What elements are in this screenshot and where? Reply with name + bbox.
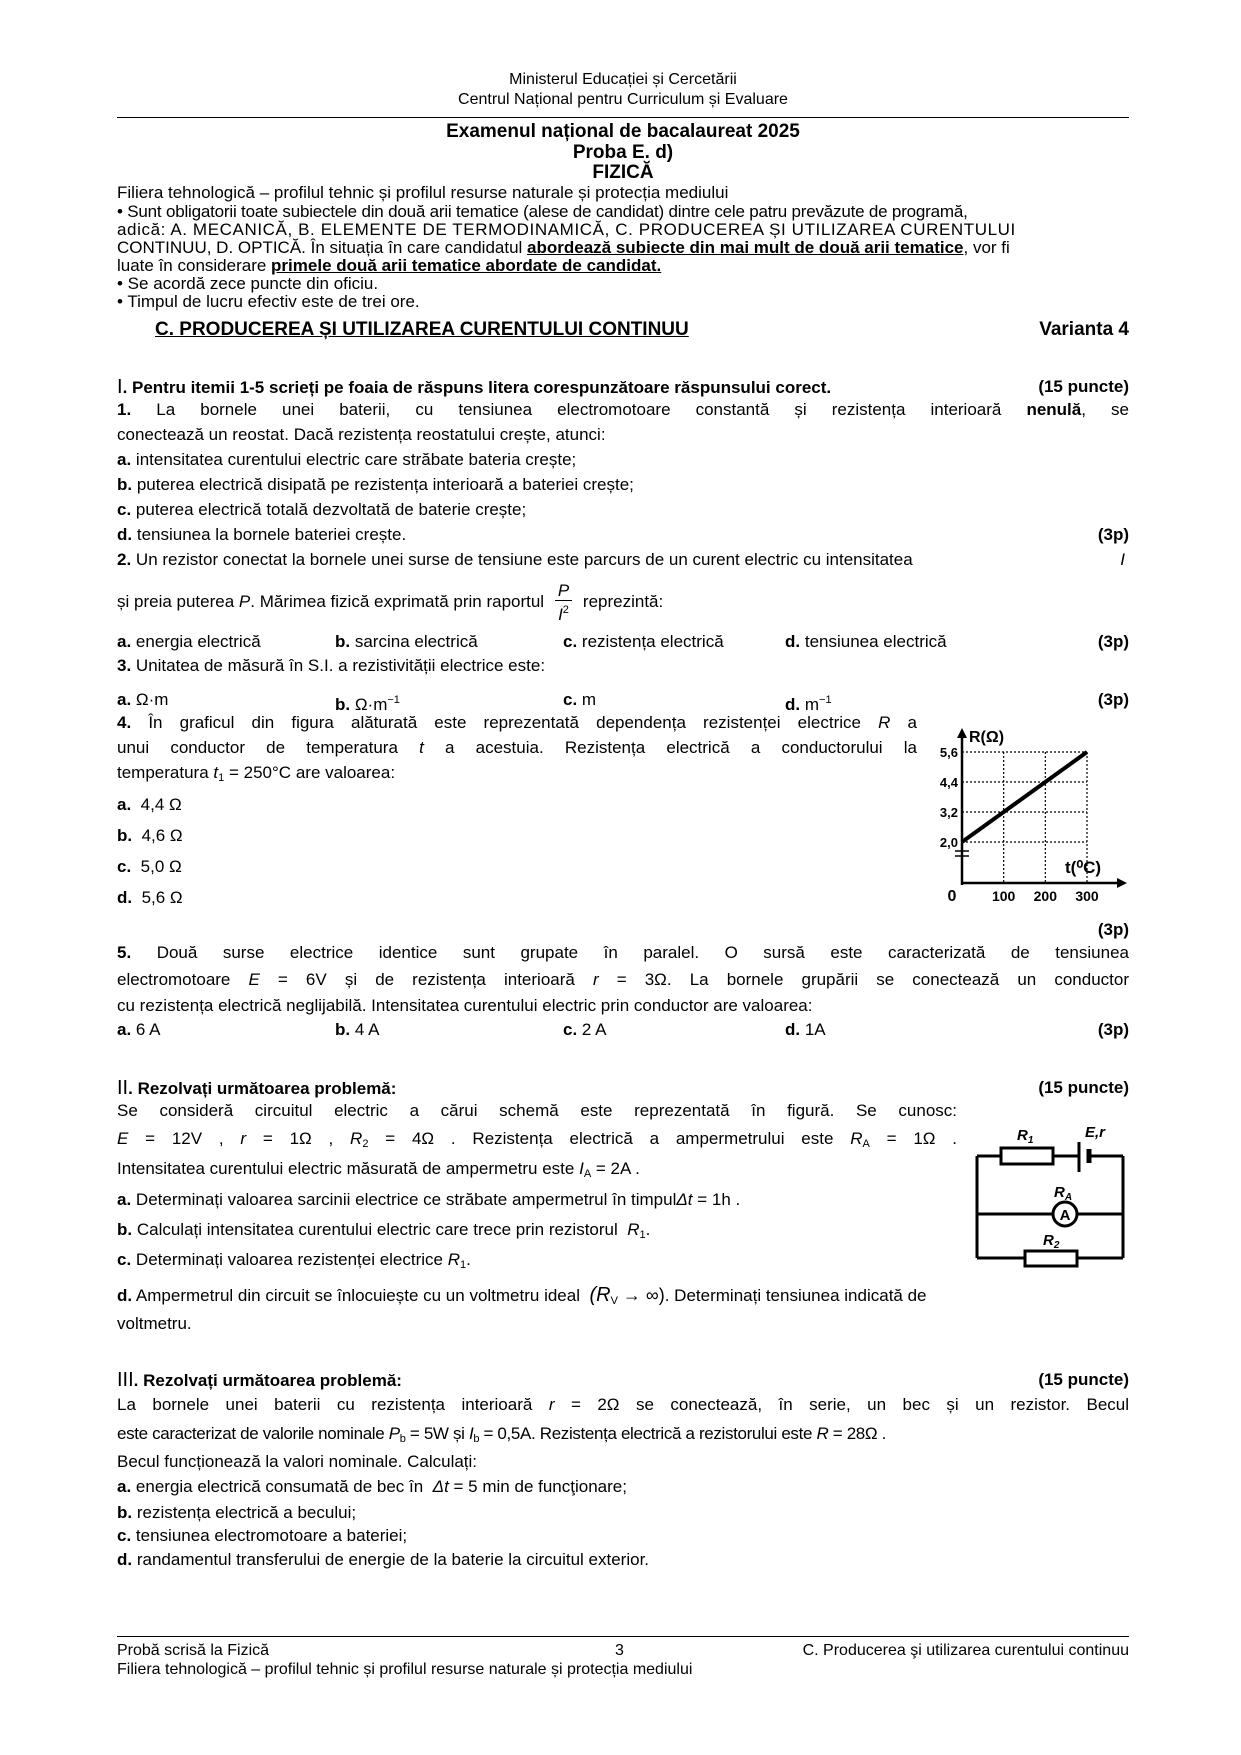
part3-item-a xyxy=(117,1477,1129,1497)
q1-option-c xyxy=(117,500,1129,520)
q4-points: (3p) xyxy=(1097,920,1129,939)
q1-option-a xyxy=(117,450,1129,470)
item-text: rezistența electrică a becului; xyxy=(136,1503,357,1522)
q4-text: unui conductor de temperatura xyxy=(117,738,398,757)
part1-roman: I xyxy=(117,376,123,398)
x-tick-label: 200 xyxy=(1033,888,1058,903)
subscript: 1 xyxy=(218,772,225,784)
option-exponent: −1 xyxy=(819,694,832,706)
option-letter: c. xyxy=(117,500,132,519)
option-text: tensiunea electrică xyxy=(804,632,947,651)
part3-line-3: Becul funcționează la valori nominale. Calculați: xyxy=(117,1452,478,1471)
var-r: r xyxy=(548,1395,555,1414)
q2-fraction xyxy=(555,582,572,624)
q2-points: (3p) xyxy=(1097,632,1129,651)
series-line-r-t xyxy=(962,752,1087,842)
x-axis-label: t(⁰C) xyxy=(1065,858,1102,877)
subscript: b xyxy=(473,1433,480,1445)
y-tick-label: 5,6 xyxy=(939,745,958,760)
footer-line-2: Filiera tehnologică – profilul tehnic și profilul resurse naturale și protecția mediului xyxy=(117,1661,693,1678)
part3-text: este caracterizat de valorile nominale xyxy=(117,1424,385,1443)
q3-text: Unitatea de măsură în S.I. a rezistivității electrice este: xyxy=(135,656,546,675)
part3-header xyxy=(117,1370,1129,1391)
q3-option-b xyxy=(335,690,400,715)
instructions-bullet-2: • Se acordă zece puncte din oficiu. xyxy=(117,274,379,293)
q2-line-2 xyxy=(117,580,1129,624)
q3-number: 3. xyxy=(117,656,132,675)
q4-text: În graficul din figura alăturată este reprezentată dependența rezistenței electrice xyxy=(148,713,861,732)
x-axis-arrow xyxy=(1117,878,1127,888)
var-rv: (R xyxy=(589,1284,611,1306)
option-letter: c. xyxy=(563,1020,578,1039)
instructions-line-2: adică: A. MECANICĂ, B. ELEMENTE DE TERMODINAMICĂ, C. PRODUCEREA ȘI UTILIZAREA CURENTULUI xyxy=(117,220,1016,239)
part3-item-d xyxy=(117,1550,1129,1570)
q5-line-3: cu rezistența electrică neglijabilă. Intensitatea curentului electric prin conductor are valoarea: xyxy=(117,996,813,1015)
part2-line-1: Se consideră circuitul electric a cărui schemă este reprezentată în figură. Se cunosc: xyxy=(117,1101,957,1120)
var-r1: R xyxy=(627,1220,640,1239)
option-text: sarcina electrică xyxy=(354,632,478,651)
part1-points: (15 puncte) xyxy=(1038,377,1129,396)
option-text: energia electrică xyxy=(135,632,261,651)
q3-option-c xyxy=(563,690,596,710)
instructions-emphasis: abordează subiecte din mai mult de două arii tematice xyxy=(527,238,964,257)
q2-var-p: P xyxy=(238,592,251,611)
x-tick-label: 300 xyxy=(1075,888,1099,903)
instructions-line-1: • Sunt obligatorii toate subiectele din două arii tematice (alese de candidat) dintre cele patru prevăzute de programă, xyxy=(117,202,968,221)
item-text: . Determinați tensiunea indicată de xyxy=(664,1286,927,1305)
q2-option-d xyxy=(785,632,947,652)
option-letter: d. xyxy=(117,525,133,544)
delta-t: Δt xyxy=(432,1477,449,1496)
q5-emf-value: = 6V xyxy=(259,970,327,989)
item-text: tensiunea electromotoare a bateriei; xyxy=(135,1526,408,1545)
part2-item-d xyxy=(117,1285,1129,1311)
option-text: Ω·m xyxy=(354,695,388,714)
option-text: 2 A xyxy=(581,1020,607,1039)
center-name: Centrul Național pentru Curriculum și Evaluare xyxy=(458,91,788,108)
exam-proba: Proba E. d) xyxy=(572,142,674,163)
option-text: Ω·m xyxy=(135,690,169,709)
q2-line-1 xyxy=(117,550,1129,570)
q2-text: reprezintă: xyxy=(582,592,664,611)
x-tick-label: 100 xyxy=(991,888,1016,903)
exam-title: Examenul național de bacalaureat 2025 xyxy=(446,121,800,142)
label-r2: $R_2$ xyxy=(1043,1232,1060,1251)
var-r: R xyxy=(816,1424,829,1443)
part3-item-b xyxy=(117,1503,1129,1523)
q1-points: (3p) xyxy=(1097,525,1129,544)
part2-line-2 xyxy=(117,1129,957,1154)
pb-value: = 5W xyxy=(405,1424,449,1443)
q2-option-b xyxy=(335,632,478,652)
q5-var-e: E xyxy=(248,970,260,989)
y-tick-label: 4,4 xyxy=(939,775,958,790)
subscript: 2 xyxy=(362,1138,369,1150)
q2-text: și preia puterea xyxy=(117,592,235,611)
option-text: 5,0 Ω xyxy=(140,857,182,876)
item-letter: c. xyxy=(117,1526,132,1545)
q5-option-a xyxy=(117,1020,161,1040)
q5-text: electromotoare xyxy=(117,970,231,989)
instructions-text: luate în considerare xyxy=(117,256,272,275)
emf-value: = 12V , xyxy=(128,1129,224,1148)
instructions-emphasis: primele două arii tematice abordate de candidat. xyxy=(271,256,662,275)
option-letter: b. xyxy=(117,826,133,845)
q1-text: , se xyxy=(1081,400,1129,419)
item-letter: c. xyxy=(117,1250,132,1269)
q5-line-2 xyxy=(117,970,1129,990)
var-ib: I xyxy=(468,1424,474,1443)
var-pb: P xyxy=(388,1424,400,1443)
item-text: . xyxy=(645,1220,651,1239)
option-text: 5,6 Ω xyxy=(141,888,183,907)
q4-text: are valoarea: xyxy=(295,763,396,782)
footer-right: C. Producerea şi utilizarea curentului continuu xyxy=(802,1642,1129,1659)
filiera-line: Filiera tehnologică – profilul tehnic și profilul resurse naturale și protecția mediului xyxy=(117,183,729,202)
option-text: 4,4 Ω xyxy=(140,795,182,814)
var-e: E xyxy=(117,1129,129,1148)
subscript: 1 xyxy=(639,1229,646,1241)
part3-text: La bornele unei baterii cu rezistența interioară xyxy=(117,1395,533,1414)
y-axis-label: R(Ω) xyxy=(969,729,1005,746)
r2-value: = 4Ω . xyxy=(368,1129,456,1148)
resistor-r2 xyxy=(1025,1251,1077,1266)
label-r1: $R_1$ xyxy=(1017,1127,1034,1146)
fraction-denominator xyxy=(555,601,572,624)
part3-item-c xyxy=(117,1526,1129,1546)
subscript: b xyxy=(399,1433,406,1445)
chart-tick-labels xyxy=(939,745,1102,903)
var-ia: I xyxy=(579,1159,584,1178)
option-letter: a. xyxy=(117,1020,132,1039)
part2-title: . Rezolvați următoarea problemă: xyxy=(128,1079,397,1098)
q5-option-b xyxy=(335,1020,379,1040)
part1-title: . Pentru itemii 1-5 scrieți pe foaia de răspuns litera corespunzătoare răspunsului corect. xyxy=(122,378,832,397)
option-text: 4 A xyxy=(354,1020,380,1039)
resistor-r1 xyxy=(1001,1148,1053,1164)
option-letter: c. xyxy=(117,857,132,876)
circuit-diagram xyxy=(965,1112,1135,1277)
q3-points: (3p) xyxy=(1097,690,1129,709)
q1-emphasis: nenulă xyxy=(1026,400,1082,419)
ministry-name: Ministerul Educației și Cercetării xyxy=(509,71,737,88)
option-letter: a. xyxy=(117,795,132,814)
option-letter: b. xyxy=(335,1020,351,1039)
part1-header xyxy=(117,377,1129,398)
instructions-text: CONTINUU, D. OPTICĂ. În situația în care candidatul xyxy=(117,238,528,257)
option-letter: d. xyxy=(117,888,133,907)
subscript: V xyxy=(610,1295,618,1307)
part3-line-1 xyxy=(117,1395,1129,1415)
q4-line-1 xyxy=(117,713,917,733)
q1-line-1 xyxy=(117,400,1129,420)
var-r1: R xyxy=(447,1250,461,1269)
y-tick-label: 2,0 xyxy=(939,835,958,850)
item-text: de funcţionare; xyxy=(509,1477,627,1496)
item-letter: a. xyxy=(117,1190,132,1209)
part3-roman: III xyxy=(117,1369,134,1391)
instructions-line-4 xyxy=(117,256,1129,276)
q4-text: temperatura xyxy=(117,763,209,782)
x-tick-label: 0 xyxy=(947,888,957,903)
option-letter: d. xyxy=(785,632,801,651)
option-letter: d. xyxy=(785,695,801,714)
option-letter: a. xyxy=(117,632,132,651)
r-value: = 28Ω . xyxy=(828,1424,887,1443)
part2-text: Intensitatea curentului electric măsurată de ampermetru este xyxy=(117,1159,575,1178)
resistance-temperature-chart xyxy=(935,725,1129,903)
q5-r-value: = 3Ω xyxy=(598,970,667,989)
q3-option-a xyxy=(117,690,168,710)
q4-var-t: t xyxy=(419,738,424,757)
instructions-bullet-3: • Timpul de lucru efectiv este de trei ore. xyxy=(117,292,420,311)
option-text: intensitatea curentului electric care străbate bateria crește; xyxy=(135,450,577,469)
item-text: Calculați intensitatea curentului electric care trece prin rezistorul xyxy=(136,1220,618,1239)
y-axis-arrow xyxy=(957,728,967,738)
item-letter: a. xyxy=(117,1477,132,1496)
option-letter: b. xyxy=(117,475,133,494)
item-text: Determinați valoarea sarcinii electrice ce străbate ampermetrul în timpul xyxy=(135,1190,677,1209)
part2-roman: II xyxy=(117,1077,129,1099)
q5-option-c xyxy=(563,1020,607,1040)
option-text: puterea electrică totală dezvoltată de baterie crește; xyxy=(135,500,527,519)
q2-text: Un rezistor conectat la bornele unei surse de tensiune este parcurs de un curent electric cu intensitatea xyxy=(135,550,913,569)
option-letter: b. xyxy=(335,632,351,651)
q4-text: a acestuia. Rezistența electrică a conductorului la xyxy=(445,738,917,757)
item-text: randamentul transferului de energie de la baterie la circuitul exterior. xyxy=(136,1550,650,1569)
q5-text: Două surse electrice identice sunt grupate în paralel. O sursă este caracterizată de tensiunea xyxy=(156,943,1129,962)
header-rule xyxy=(117,117,1129,118)
item-text: energia electrică consumată de bec în xyxy=(135,1477,424,1496)
label-source: E,r xyxy=(1085,1124,1106,1141)
ra-value: = 1Ω . xyxy=(869,1129,958,1148)
q2-option-a xyxy=(117,632,261,652)
item-letter: d. xyxy=(117,1286,133,1305)
var-r: r xyxy=(240,1129,247,1148)
option-letter: c. xyxy=(563,690,578,709)
ammeter-label: A xyxy=(1059,1207,1071,1224)
item-text: Determinați valoarea rezistenței electrice xyxy=(135,1250,444,1269)
part3-line-2 xyxy=(117,1424,1129,1449)
variant-label: Varianta 4 xyxy=(1039,319,1129,340)
section-title: C. PRODUCEREA ȘI UTILIZAREA CURENTULUI CONTINUU xyxy=(155,319,689,340)
instructions-line-3 xyxy=(117,238,1129,258)
page-number: 3 xyxy=(615,1642,624,1659)
part3-text: și xyxy=(453,1424,465,1443)
item-letter: b. xyxy=(117,1503,133,1522)
ib-value: = 0,5A xyxy=(479,1424,532,1443)
r-value: = 2Ω xyxy=(554,1395,620,1414)
delta-t-value: = 1h . xyxy=(692,1190,741,1209)
q5-option-d xyxy=(785,1020,826,1040)
part3-text: . Rezistența electrică a rezistorului este xyxy=(531,1424,813,1443)
part2-header xyxy=(117,1078,1129,1099)
option-exponent: −1 xyxy=(387,694,400,706)
q4-var-r: R xyxy=(878,713,891,732)
item-letter: d. xyxy=(117,1550,133,1569)
denominator-var: I xyxy=(558,604,563,624)
label-ra: $R_A$ xyxy=(1054,1184,1073,1203)
r-value: = 1Ω , xyxy=(246,1129,334,1148)
q4-temperature: = 250°C xyxy=(224,763,292,782)
option-text: puterea electrică disipată pe rezistența interioară a bateriei crește; xyxy=(136,475,634,494)
q5-points: (3p) xyxy=(1097,1020,1129,1039)
subscript: 1 xyxy=(460,1259,467,1271)
q3-line-1 xyxy=(117,656,1129,676)
q4-text: a xyxy=(907,713,917,732)
q5-text: . La bornele grupării se conectează un conductor xyxy=(666,970,1129,989)
denominator-exponent: 2 xyxy=(562,603,569,616)
item-text: . xyxy=(466,1250,471,1269)
q1-line-2: conectează un reostat. Dacă rezistența reostatului crește, atunci: xyxy=(117,425,606,444)
item-letter: b. xyxy=(117,1220,133,1239)
subscript: A xyxy=(862,1138,870,1150)
part2-text: Rezistența electrică a ampermetrului este xyxy=(472,1129,834,1148)
subscript: A xyxy=(583,1168,592,1180)
ia-value: = 2A . xyxy=(591,1159,640,1178)
footer-rule xyxy=(117,1636,1129,1637)
delta-t-value: = 5 min xyxy=(448,1477,510,1496)
item-text: Ampermetrul din circuit se înlocuiește cu un voltmetru ideal xyxy=(135,1286,580,1305)
q5-text: și de rezistența interioară xyxy=(344,970,575,989)
footer-left: Probă scrisă la Fizică xyxy=(117,1642,270,1659)
rv-infinity: → ∞) xyxy=(617,1285,665,1305)
part3-text: se conectează, în serie, un bec și un rezistor. Becul xyxy=(635,1395,1130,1414)
var-ra: R xyxy=(850,1129,863,1148)
q2-text: . Mărimea fizică exprimată prin raportul xyxy=(250,592,545,611)
q1-option-b xyxy=(117,475,1129,495)
q5-number: 5. xyxy=(117,943,132,962)
q2-var-i: I xyxy=(1120,550,1125,569)
q1-text: La bornele unei baterii, cu tensiunea electromotoare constantă și rezistența interioară xyxy=(156,400,1002,419)
option-text: 6 A xyxy=(135,1020,161,1039)
option-letter: c. xyxy=(563,632,578,651)
option-text: m xyxy=(581,690,597,709)
var-r2: R xyxy=(350,1129,363,1148)
q2-option-c xyxy=(563,632,724,652)
option-text: 4,6 Ω xyxy=(141,826,183,845)
option-letter: a. xyxy=(117,690,132,709)
q4-var-t1: t xyxy=(213,763,219,782)
option-text: tensiunea la bornele bateriei crește. xyxy=(136,525,407,544)
part2-item-d-line-2: voltmetru. xyxy=(117,1314,192,1333)
footer-line-1 xyxy=(117,1641,1129,1660)
y-tick-label: 3,2 xyxy=(939,805,958,820)
delta-t: Δt xyxy=(676,1190,693,1209)
q1-option-d xyxy=(117,525,1129,545)
option-letter: a. xyxy=(117,450,132,469)
q1-number: 1. xyxy=(117,400,132,419)
q5-var-r: r xyxy=(592,970,599,989)
part3-points: (15 puncte) xyxy=(1038,1370,1129,1389)
q4-line-2 xyxy=(117,738,917,758)
instructions-text: , vor fi xyxy=(963,238,1010,257)
option-letter: b. xyxy=(335,695,351,714)
q2-number: 2. xyxy=(117,550,132,569)
q3-option-d xyxy=(785,690,832,715)
option-text: 1A xyxy=(804,1020,826,1039)
option-letter: d. xyxy=(785,1020,801,1039)
part2-points: (15 puncte) xyxy=(1038,1078,1129,1097)
q4-number: 4. xyxy=(117,713,132,732)
exam-subject: FIZICĂ xyxy=(592,162,654,183)
fraction-numerator: P xyxy=(555,582,572,601)
option-text: m xyxy=(804,695,820,714)
option-text: rezistența electrică xyxy=(581,632,724,651)
q5-line-1 xyxy=(117,943,1129,963)
part3-title: . Rezolvați următoarea problemă: xyxy=(133,1371,402,1390)
